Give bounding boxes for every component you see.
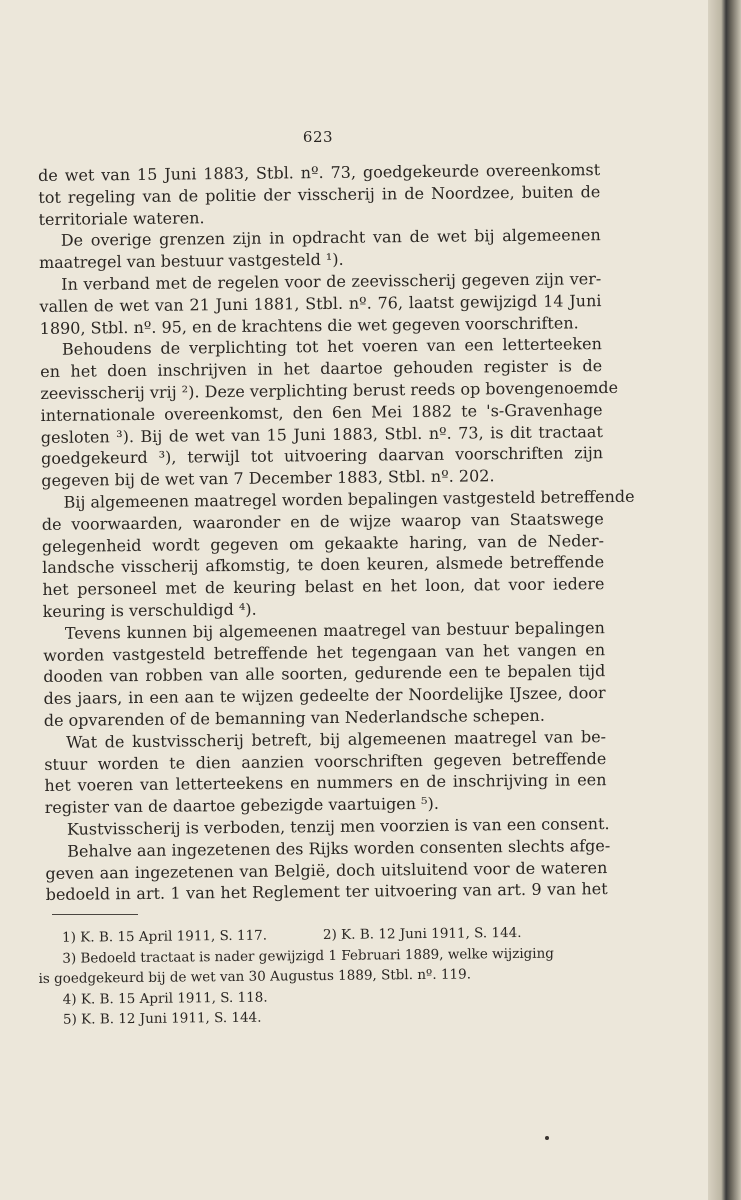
footnote-4: 4) K. B. 15 April 1911, S. 118. xyxy=(62,989,268,1008)
body-line: Bij algemeenen maatregel worden bepalingen vastgesteld betreffende xyxy=(63,486,635,512)
footnote-2: 2) K. B. 12 Juni 1911, S. 144. xyxy=(322,924,522,944)
body-line: geven aan ingezetenen van België, doch uitsluitend voor de wateren xyxy=(45,857,608,883)
body-line: en het doen inschrijven in het daartoe gehouden register is de xyxy=(40,356,603,382)
body-line: de opvarenden of de bemanning van Nederlandsche schepen. xyxy=(43,705,545,730)
body-line: dooden van robben van alle soorten, gedurende een te bepalen tijd xyxy=(43,661,606,687)
page-number: 623 xyxy=(302,128,334,146)
body-line: landsche visscherij afkomstig, te doen keuren, alsmede betreffende xyxy=(42,552,605,578)
body-text xyxy=(38,159,635,906)
body-line: stuur worden te dien aanzien voorschriften gegeven betreffende xyxy=(44,748,607,774)
body-line: Wat de kustvisscherij betreft, bij algemeenen maatregel van be- xyxy=(65,726,607,752)
body-line: bedoeld in art. 1 van het Reglement ter uitvoering van art. 9 van het xyxy=(45,879,608,905)
body-line: De overige grenzen zijn in opdracht van de wet bij algemeenen xyxy=(60,225,601,251)
body-line: des jaars, in een aan te wijzen gedeelte der Noordelijke IJszee, door xyxy=(43,683,606,709)
body-line: keuring is verschuldigd ⁴). xyxy=(42,599,257,621)
footnotes xyxy=(38,922,599,1030)
body-line: vallen de wet van 21 Juni 1881, Stbl. nº. 76, laatst gewijzigd 14 Juni xyxy=(39,290,602,316)
body-line: het voeren van letterteekens en nummers en de inschrijving in een xyxy=(44,770,607,796)
body-line: de voorwaarden, waaronder en de wijze waarop van Staatswege xyxy=(41,508,604,534)
body-line: gesloten ³). Bij de wet van 15 Juni 1883, Stbl. nº. 73, is dit tractaat xyxy=(40,421,603,447)
body-line: register van de daartoe gebezigde vaartuigen ⁵). xyxy=(44,793,439,818)
body-line: het personeel met de keuring belast en het loon, dat voor iedere xyxy=(42,574,605,600)
body-line: internationale overeenkomst, den 6en Mei 1882 te 's-Gravenhage xyxy=(40,399,603,425)
body-line: Behalve aan ingezetenen des Rijks worden consenten slechts afge- xyxy=(67,835,611,861)
footnote-1: 1) K. B. 15 April 1911, S. 117. xyxy=(62,927,268,946)
body-line: Kustvisscherij is verboden, tenzij men voorzien is van een consent. xyxy=(66,813,610,839)
footnote-3-line-2: is goedgekeurd bij de wet van 30 Augustus 1889, Stbl. nº. 119. xyxy=(38,966,472,987)
body-line: 1890, Stbl. nº. 95, en de krachtens die wet gegeven voorschriften. xyxy=(39,312,579,338)
footnote-5: 5) K. B. 12 Juni 1911, S. 144. xyxy=(62,1009,262,1028)
body-line: gelegenheid wordt gegeven om gekaakte haring, van de Neder- xyxy=(41,530,605,556)
body-line: territoriale wateren. xyxy=(38,207,205,229)
body-line: gegeven bij de wet van 7 December 1883, Stbl. nº. 202. xyxy=(41,466,495,491)
book-spine-edge xyxy=(708,0,741,1200)
body-line: worden vastgesteld betreffende het tegengaan van het vangen en xyxy=(43,639,606,665)
body-line: Behoudens de verplichting tot het voeren van een letterteeken xyxy=(61,334,603,360)
body-line: goedgekeurd ³), terwijl tot uitvoering daarvan voorschriften zijn xyxy=(40,443,604,469)
body-line: de wet van 15 Juni 1883, Stbl. nº. 73, goedgekeurde overeenkomst xyxy=(38,160,601,185)
body-line: In verband met de regelen voor de zeevisscherij gegeven zijn ver- xyxy=(61,269,602,294)
body-line: zeevisscherij vrij ²). Deze verplichting berust reeds op bovengenoemde xyxy=(40,377,619,403)
paper-speck xyxy=(545,1136,549,1140)
body-line: maatregel van bestuur vastgesteld ¹). xyxy=(38,249,344,273)
footnote-separator xyxy=(52,914,138,915)
body-line: Tevens kunnen bij algemeenen maatregel van bestuur bepalingen xyxy=(64,617,605,643)
body-line: tot regeling van de politie der visscherij in de Noordzee, buiten de xyxy=(38,181,601,207)
footnote-3-line-1: 3) Bedoeld tractaat is nader gewijzigd 1 Februari 1889, welke wijziging xyxy=(62,945,554,967)
